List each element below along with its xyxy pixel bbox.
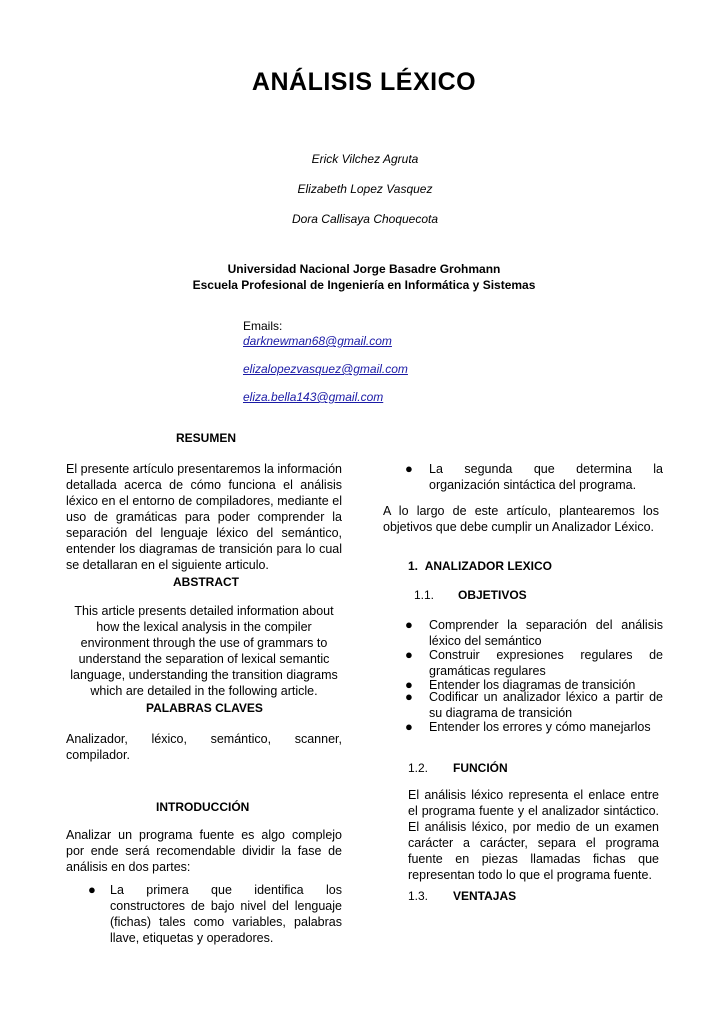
school-name: Escuela Profesional de Ingeniería en Informática y Sistemas bbox=[192, 278, 536, 292]
subsection-1-1-title: OBJETIVOS bbox=[458, 588, 527, 602]
paper-title: ANÁLISIS LÉXICO bbox=[251, 68, 477, 96]
author-name: Erick Vilchez Agruta bbox=[311, 152, 419, 166]
bullet-icon: ● bbox=[405, 689, 413, 704]
resumen-text: El presente artículo presentaremos la información detallada acerca de cómo funciona el análisis léxico en el entorno de compiladores, mediante el uso de gramáticas para poder comprender la separación del lenguaje léxico del semántico, entender los diagramas de transición para lo cual se detallaran en el siguiente articulo. bbox=[66, 462, 342, 572]
abstract-line: language, understanding the transition diagrams bbox=[70, 668, 338, 682]
abstract-text bbox=[60, 603, 348, 699]
abstract-line: This article presents detailed information about bbox=[74, 604, 334, 618]
email-link[interactable]: eliza.bella143@gmail.com bbox=[243, 390, 384, 404]
keywords-text bbox=[66, 731, 342, 763]
resumen-heading: RESUMEN bbox=[176, 431, 237, 445]
subsection-1-2-number: 1.2. bbox=[408, 761, 429, 775]
author-name: Dora Callisaya Choquecota bbox=[291, 212, 439, 226]
objective-text: Codificar un analizador léxico a partir de su diagrama de transición bbox=[429, 690, 663, 720]
author-name: Elizabeth Lopez Vasquez bbox=[297, 182, 433, 196]
bullet-icon: ● bbox=[405, 677, 413, 692]
email-link[interactable]: elizalopezvasquez@gmail.com bbox=[243, 362, 408, 376]
bullet-icon: ● bbox=[405, 647, 413, 662]
subsection-1-1-number: 1.1. bbox=[414, 588, 435, 602]
function-text: El análisis léxico representa el enlace entre el programa fuente y el analizador sintáctico. El análisis léxico, por medio de un examen carácter a carácter, separa el programa fuente en piezas llamadas fichas que representan todo lo que el programa fuente. bbox=[408, 788, 659, 882]
section-title: ANALIZADOR LEXICO bbox=[424, 559, 553, 573]
university-name: Universidad Nacional Jorge Basadre Grohmann bbox=[227, 262, 501, 276]
bullet-text: La segunda que determina la organización sintáctica del programa. bbox=[429, 462, 663, 492]
keyword: semántico, bbox=[210, 732, 272, 746]
email-link[interactable]: darknewman68@gmail.com bbox=[243, 334, 392, 348]
abstract-line: understand the separation of lexical semantic bbox=[78, 652, 330, 666]
intro-text: Analizar un programa fuente es algo complejo por ende será recomendable dividir la fase de análisis en dos partes: bbox=[66, 828, 342, 874]
bullet-icon: ● bbox=[405, 719, 413, 734]
intro-heading: INTRODUCCIÓN bbox=[156, 800, 250, 814]
subsection-1-2-title: FUNCIÓN bbox=[453, 761, 508, 775]
abstract-line: how the lexical analysis in the compiler bbox=[96, 620, 312, 634]
section-1-heading bbox=[408, 559, 552, 573]
subsection-1-3-title: VENTAJAS bbox=[453, 889, 517, 903]
objective-text: Entender los errores y cómo manejarlos bbox=[429, 720, 651, 734]
keywords-heading: PALABRAS CLAVES bbox=[146, 701, 263, 715]
keyword: scanner, bbox=[294, 732, 342, 746]
abstract-line: which are detailed in the following article. bbox=[90, 684, 318, 698]
keyword: compilador. bbox=[66, 748, 130, 762]
keyword: Analizador, bbox=[66, 732, 128, 746]
bullet-icon: ● bbox=[88, 882, 96, 897]
keywords-line bbox=[66, 731, 342, 747]
emails-label: Emails: bbox=[243, 319, 283, 333]
objective-text: Entender los diagramas de transición bbox=[429, 678, 636, 692]
objectives-intro-text: A lo largo de este artículo, plantearemos los objetivos que debe cumplir un Analizador Léxico. bbox=[383, 504, 659, 534]
bullet-icon: ● bbox=[405, 617, 413, 632]
section-number: 1. bbox=[408, 559, 419, 573]
bullet-icon: ● bbox=[405, 461, 413, 476]
abstract-line: environment through the use of grammars to bbox=[80, 636, 328, 650]
bullet-text: La primera que identifica los constructores de bajo nivel del lenguaje (fichas) tales como variables, palabras llave, etiquetas y operadores. bbox=[110, 883, 342, 945]
keyword: léxico, bbox=[151, 732, 187, 746]
objective-text: Comprender la separación del análisis léxico del semántico bbox=[429, 618, 663, 648]
abstract-heading: ABSTRACT bbox=[173, 575, 239, 589]
subsection-1-3-number: 1.3. bbox=[408, 889, 429, 903]
objective-text: Construir expresiones regulares de gramáticas regulares bbox=[429, 648, 663, 678]
